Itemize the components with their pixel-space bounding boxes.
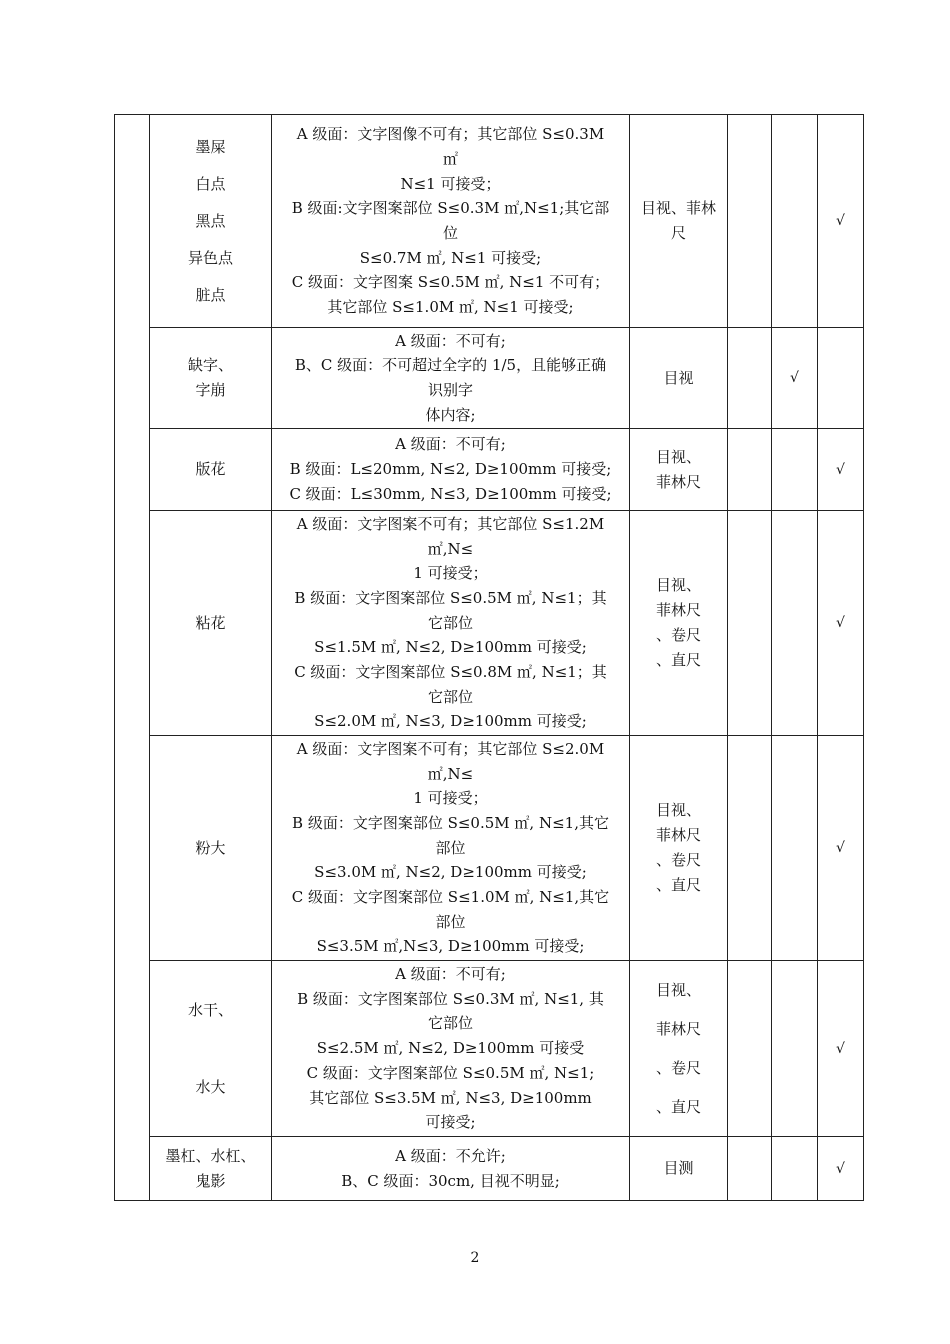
table-row	[115, 429, 864, 511]
method-cell: 目视	[630, 328, 728, 429]
table-row	[115, 736, 864, 961]
method-cell: 目视、 菲林尺 、卷尺 、直尺	[630, 736, 728, 961]
standard-cell: A 级面：不可有; B、C 级面：不可超过全字的 1/5，且能够正确 识别字 体内容;	[272, 328, 630, 429]
check-cell-2	[772, 511, 818, 736]
defect-cell: 墨屎 白点 黑点 异色点 脏点	[150, 115, 272, 328]
check-cell-1	[728, 429, 772, 511]
check-cell-3: √	[818, 961, 864, 1137]
check-cell-1	[728, 511, 772, 736]
method-cell: 目视、 菲林尺 、卷尺 、直尺	[630, 961, 728, 1137]
check-cell-1	[728, 328, 772, 429]
standard-cell: A 级面：不可有; B 级面：L≤20mm, N≤2, D≥100mm 可接受; C 级面：L≤30mm, N≤3, D≥100mm 可接受;	[272, 429, 630, 511]
standard-cell: A 级面：不可有; B 级面：文字图案部位 S≤0.3M ㎡, N≤1, 其 它部位 S≤2.5M ㎡, N≤2, D≥100mm 可接受 C 级面：文字图案部位 S≤0.5M ㎡, N≤1; 其它部位 S≤3.5M ㎡, N≤3, D≥100mm 可接受;	[272, 961, 630, 1137]
check-cell-3: √	[818, 736, 864, 961]
page-number: 2	[470, 1250, 480, 1266]
standard-cell: A 级面：不允许; B、C 级面：30cm, 目视不明显;	[272, 1137, 630, 1201]
check-cell-2	[772, 115, 818, 328]
defect-cell: 墨杠、水杠、 鬼影	[150, 1137, 272, 1201]
method-cell: 目视、菲林 尺	[630, 115, 728, 328]
inspection-standard-table	[114, 114, 864, 1201]
category-cell	[115, 115, 150, 1201]
table-row	[115, 961, 864, 1137]
check-cell-1	[728, 961, 772, 1137]
check-cell-1	[728, 736, 772, 961]
standard-cell: A 级面：文字图案不可有；其它部位 S≤2.0M ㎡,N≤ 1 可接受； B 级面：文字图案部位 S≤0.5M ㎡, N≤1,其它 部位 S≤3.0M ㎡, N≤2, D≥100mm 可接受; C 级面：文字图案部位 S≤1.0M ㎡, N≤1,其它 部位 S≤3.5M ㎡,N≤3, D≥100mm 可接受;	[272, 736, 630, 961]
table-row	[115, 115, 864, 328]
standard-cell: A 级面：文字图像不可有；其它部位 S≤0.3M ㎡ N≤1 可接受； B 级面:文字图案部位 S≤0.3M ㎡,N≤1;其它部 位 S≤0.7M ㎡, N≤1 可接受; C 级面：文字图案 S≤0.5M ㎡, N≤1 不可有； 其它部位 S≤1.0M ㎡, N≤1 可接受;	[272, 115, 630, 328]
table-row	[115, 511, 864, 736]
method-cell: 目视、 菲林尺 、卷尺 、直尺	[630, 511, 728, 736]
check-cell-3: √	[818, 429, 864, 511]
check-cell-3: √	[818, 511, 864, 736]
check-cell-3: √	[818, 115, 864, 328]
method-cell: 目测	[630, 1137, 728, 1201]
check-cell-1	[728, 1137, 772, 1201]
method-cell: 目视、 菲林尺	[630, 429, 728, 511]
check-cell-3: √	[818, 1137, 864, 1201]
defect-cell: 粉大	[150, 736, 272, 961]
table-row	[115, 328, 864, 429]
check-cell-2	[772, 961, 818, 1137]
check-cell-2	[772, 429, 818, 511]
check-cell-2	[772, 736, 818, 961]
defect-cell: 版花	[150, 429, 272, 511]
standard-cell: A 级面：文字图案不可有；其它部位 S≤1.2M ㎡,N≤ 1 可接受； B 级面：文字图案部位 S≤0.5M ㎡, N≤1；其 它部位 S≤1.5M ㎡, N≤2, D≥100mm 可接受; C 级面：文字图案部位 S≤0.8M ㎡, N≤1；其 它部位 S≤2.0M ㎡, N≤3, D≥100mm 可接受;	[272, 511, 630, 736]
table-row	[115, 1137, 864, 1201]
defect-cell: 粘花	[150, 511, 272, 736]
check-cell-2	[772, 1137, 818, 1201]
check-cell-3	[818, 328, 864, 429]
defect-cell: 水干、 水大	[150, 961, 272, 1137]
check-cell-2: √	[772, 328, 818, 429]
defect-cell: 缺字、 字崩	[150, 328, 272, 429]
check-cell-1	[728, 115, 772, 328]
